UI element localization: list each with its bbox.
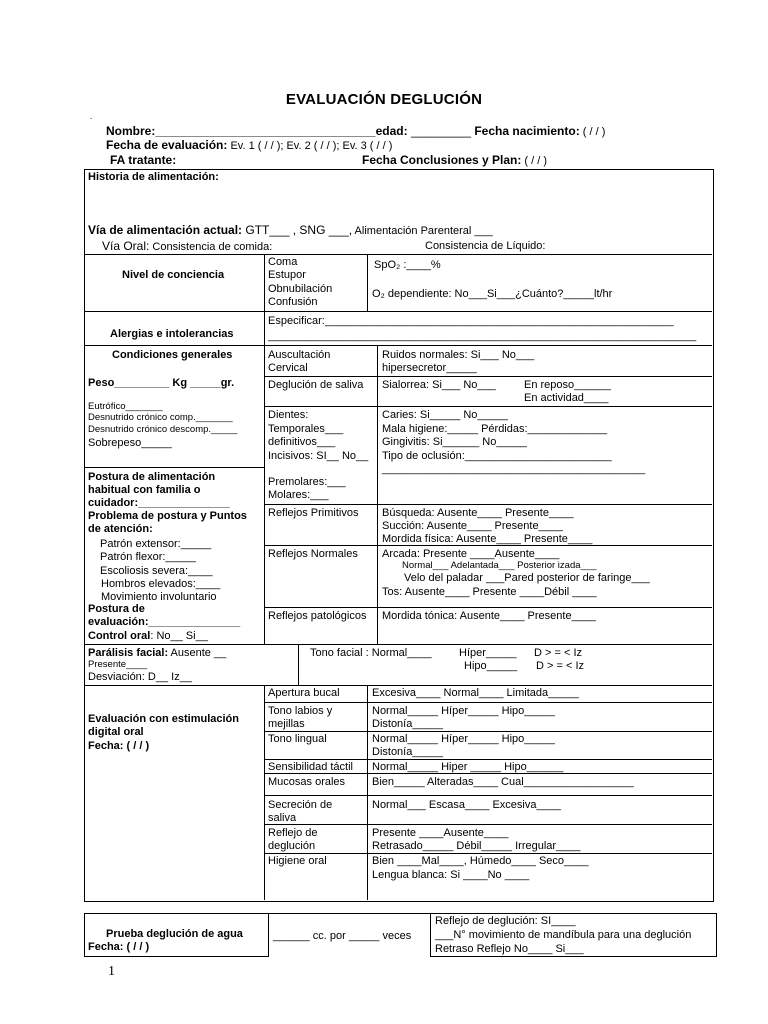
fecha-evaluacion-field[interactable]: Ev. 1 ( / / ); Ev. 2 ( / / ); Ev. 3 ( / / ) — [227, 140, 393, 152]
estimulacion-label: digital oral — [88, 726, 144, 738]
problema-postura-label: de atención: — [88, 523, 153, 535]
auscultacion-label: Cervical — [268, 362, 308, 374]
eutrofico-field[interactable]: Eutrófico_______ — [88, 401, 163, 412]
premolares-field[interactable]: Premolares:___ — [268, 476, 346, 488]
incisivos-field[interactable]: Incisivos: SI__ No__ — [268, 450, 369, 462]
via-oral-liquido[interactable]: Consistencia de Líquido: — [425, 240, 546, 252]
prueba-movimiento-field[interactable]: ___N° movimiento de mandíbula para una deglución — [435, 929, 692, 941]
via-oral-label: Vía Oral: — [102, 239, 150, 253]
mordida-tonica-field[interactable]: Mordida tónica: Ausente____ Presente____ — [382, 610, 597, 622]
sialorrea-field[interactable]: Sialorrea: Si___ No___ — [382, 379, 496, 391]
patron-flexor-field[interactable]: Patrón flexor:_____ — [100, 551, 197, 563]
sensibilidad-label: Sensibilidad táctil — [268, 761, 353, 773]
reflejo-deglucion-retrasado[interactable]: Retrasado_____ Débil_____ Irregular____ — [372, 840, 581, 852]
postura-habitual-label: habitual con familia o — [88, 484, 201, 496]
via-oral — [102, 239, 272, 254]
tono-lingual-distonia[interactable]: Distonía_____ — [372, 746, 443, 758]
prueba-agua-fecha-field[interactable]: Fecha: ( / / ) — [88, 941, 150, 953]
secrecion-label: Secreción de — [268, 799, 333, 811]
condiciones-label: Condiciones generales — [112, 349, 233, 361]
estimulacion-label: Evaluación con estimulación — [88, 713, 239, 725]
hipersecretor-field[interactable]: hipersecretor_____ — [382, 362, 477, 374]
via-parenteral[interactable]: Alimentación Parenteral ___ — [352, 225, 493, 237]
tono-lingual-field[interactable]: Normal_____ Híper_____ Hipo_____ — [372, 733, 555, 745]
reflejos-patologicos-label: Reflejos patológicos — [268, 610, 367, 622]
sensibilidad-field[interactable]: Normal_____ Hiper _____ Hipo______ — [372, 761, 564, 773]
gingivitis-field[interactable]: Gingivitis: Si______ No_____ — [382, 436, 527, 448]
tono-facial-hipo[interactable]: Hipo_____ — [464, 660, 518, 672]
tono-facial-d-iz[interactable]: D > = < Iz — [534, 647, 582, 659]
conciencia-option[interactable]: Estupor — [268, 269, 306, 281]
edad-label: edad: — [375, 124, 408, 138]
o2-dependiente-field[interactable]: O₂ dependiente: No___Si___¿Cuánto?_____lt/hr — [372, 288, 613, 300]
tono-facial-field[interactable]: Tono facial : Normal____ — [310, 647, 432, 659]
reflejo-deglucion-field[interactable]: Presente ____Ausente____ — [372, 827, 509, 839]
mucosas-field[interactable]: Bien_____ Alteradas____ Cual__________________ — [372, 776, 634, 788]
velo-paladar-field[interactable]: Velo del paladar ___Pared posterior de faringe___ — [404, 572, 650, 584]
mucosas-label: Mucosas orales — [268, 776, 346, 788]
page-title: EVALUACIÓN DEGLUCIÓN — [285, 91, 483, 108]
patron-extensor-field[interactable]: Patrón extensor:_____ — [100, 538, 212, 550]
paralisis-ausente-field[interactable]: Ausente __ — [168, 647, 227, 659]
movimiento-involuntario-field[interactable]: Movimiento involuntario — [101, 591, 217, 603]
reflejo-deglucion-label: Reflejo de — [268, 827, 318, 839]
conciencia-label: Nivel de conciencia — [122, 269, 225, 281]
control-oral-label: Control oral — [88, 630, 151, 642]
alergias-line-2[interactable]: ______________________________________________________________________ — [268, 330, 697, 342]
stray-dot: . — [90, 112, 93, 121]
header-line-2 — [106, 138, 392, 152]
conciencia-option[interactable]: Obnubilación — [268, 283, 333, 295]
fecha-conclusiones-field[interactable]: ( / / ) — [521, 155, 548, 167]
mordida-fisica-field[interactable]: Mordida física: Ausente____ Presente____ — [382, 533, 593, 545]
edad-field[interactable]: _________ — [407, 124, 475, 138]
fa-tratante-label: FA tratante: — [110, 153, 177, 167]
tono-labios-field[interactable]: Normal_____ Híper_____ Hipo_____ — [372, 705, 555, 717]
alergias-especificar[interactable]: Especificar:_________________________________________________________ — [268, 315, 674, 327]
escoliosis-field[interactable]: Escoliosis severa:____ — [100, 565, 213, 577]
via-actual — [88, 223, 493, 238]
hombros-elevados-field[interactable]: Hombros elevados:____ — [101, 578, 221, 590]
via-actual-label: Vía de alimentación actual: — [88, 223, 246, 237]
secrecion-field[interactable]: Normal___ Escasa____ Excesiva____ — [372, 799, 561, 811]
paralisis-presente-field[interactable]: Presente____ — [88, 659, 148, 670]
fecha-nacimiento-label: Fecha nacimiento: — [474, 124, 580, 138]
reflejos-primitivos-label: Reflejos Primitivos — [268, 507, 359, 519]
control-oral — [88, 630, 208, 643]
arcada-field[interactable]: Arcada: Presente ____Ausente____ — [382, 548, 560, 560]
paralisis-facial-label: Parálisis facial: — [88, 647, 169, 659]
tono-facial-d-iz[interactable]: D > = < Iz — [536, 660, 584, 672]
sobrepeso-field[interactable]: Sobrepeso_____ — [88, 437, 172, 449]
tono-labios-label: mejillas — [268, 718, 305, 730]
via-oral-comida[interactable]: Consistencia de comida: — [149, 241, 273, 253]
succion-field[interactable]: Succión: Ausente____ Presente____ — [382, 520, 564, 532]
definitivos-field[interactable]: definitivos___ — [268, 436, 336, 448]
tono-lingual-label: Tono lingual — [268, 733, 327, 745]
desviacion-field[interactable]: Desviación: D__ Iz__ — [88, 671, 192, 683]
nombre-field[interactable]: _________________________________ — [155, 124, 376, 138]
fecha-nacimiento-field[interactable]: ( / / ) — [579, 126, 606, 138]
en-reposo-field[interactable]: En reposo______ — [524, 379, 611, 391]
postura-evaluacion-label: Postura de — [88, 603, 145, 615]
problema-postura-label: Problema de postura y Puntos — [88, 510, 247, 522]
spo2-field[interactable]: SpO₂ :____% — [374, 259, 441, 271]
control-oral-field[interactable]: : No__ Si__ — [150, 630, 208, 642]
fecha-evaluacion-label: Fecha de evaluación: — [106, 138, 228, 152]
desnutrido-descomp-field[interactable]: Desnutrido crónico descomp._____ — [88, 424, 238, 435]
conciencia-option[interactable]: Confusión — [268, 296, 318, 308]
prueba-reflejo-field[interactable]: Reflejo de deglución: SI____ — [435, 915, 576, 927]
temporales-field[interactable]: Temporales___ — [268, 423, 344, 435]
tos-field[interactable]: Tos: Ausente____ Presente ____Débil ____ — [382, 586, 597, 598]
higiene-oral-field[interactable]: Bien ____Mal____, Húmedo____ Seco____ — [372, 855, 589, 867]
deglucion-saliva-label: Deglución de saliva — [268, 379, 364, 391]
prueba-agua-cc-field[interactable]: ______ cc. por _____ veces — [273, 930, 412, 942]
arcada-sub-field[interactable]: Normal___ Adelantada___ Posterior izada___ — [402, 560, 597, 571]
historia-label: Historia de alimentación: — [88, 171, 219, 183]
page-number: 1 — [108, 964, 115, 979]
cuidador-field[interactable]: cuidador:_______________ — [88, 497, 230, 509]
lengua-blanca-field[interactable]: Lengua blanca: Si ____No ____ — [372, 869, 530, 881]
conciencia-option[interactable]: Coma — [268, 256, 298, 268]
molares-field[interactable]: Molares:___ — [268, 489, 329, 501]
nombre-label: Nombre: — [106, 124, 156, 138]
en-actividad-field[interactable]: En actividad____ — [524, 392, 609, 404]
secrecion-label: saliva — [268, 812, 297, 824]
ruidos-field[interactable]: Ruidos normales: Si___ No___ — [382, 349, 535, 361]
postura-evaluacion-field[interactable]: evaluación:_______________ — [88, 616, 241, 628]
reflejos-normales-label: Reflejos Normales — [268, 548, 358, 560]
header-line-1 — [106, 124, 605, 138]
alergias-label: Alergias e intolerancias — [110, 328, 234, 340]
prueba-agua-label: Prueba deglución de agua — [106, 928, 243, 940]
mala-higiene-field[interactable]: Mala higiene:_____ Pérdidas:_____________ — [382, 423, 608, 435]
desnutrido-comp-field[interactable]: Desnutrido crónico comp._______ — [88, 412, 233, 423]
apertura-bucal-label: Apertura bucal — [268, 687, 340, 699]
busqueda-field[interactable]: Búsqueda: Ausente____ Presente____ — [382, 507, 574, 519]
postura-habitual-label: Postura de alimentación — [88, 471, 216, 483]
tipo-oclusion-field[interactable]: Tipo de oclusión:________________________ — [382, 450, 612, 462]
peso-field[interactable]: Peso_________ Kg _____gr. — [88, 377, 235, 389]
higiene-oral-label: Higiene oral — [268, 855, 327, 867]
tipo-oclusion-line[interactable]: ___________________________________________ — [382, 463, 646, 475]
dientes-label: Dientes: — [268, 409, 309, 421]
tono-labios-distonia[interactable]: Distonía_____ — [372, 718, 443, 730]
reflejo-deglucion-label: deglución — [268, 840, 316, 852]
caries-field[interactable]: Caries: Si_____ No_____ — [382, 409, 508, 421]
prueba-retraso-field[interactable]: Retraso Reflejo No____ Si___ — [435, 943, 584, 955]
auscultacion-label: Auscultación — [268, 349, 331, 361]
tono-labios-label: Tono labios y — [268, 705, 333, 717]
tono-facial-hiper[interactable]: Híper_____ — [459, 647, 517, 659]
fecha-conclusiones — [362, 153, 547, 167]
estimulacion-fecha-field[interactable]: Fecha: ( / / ) — [88, 740, 150, 752]
apertura-bucal-field[interactable]: Excesiva____ Normal____ Limitada_____ — [372, 687, 579, 699]
via-actual-options[interactable]: GTT___ , SNG ___, — [245, 223, 353, 237]
fecha-conclusiones-label: Fecha Conclusiones y Plan: — [362, 153, 522, 167]
